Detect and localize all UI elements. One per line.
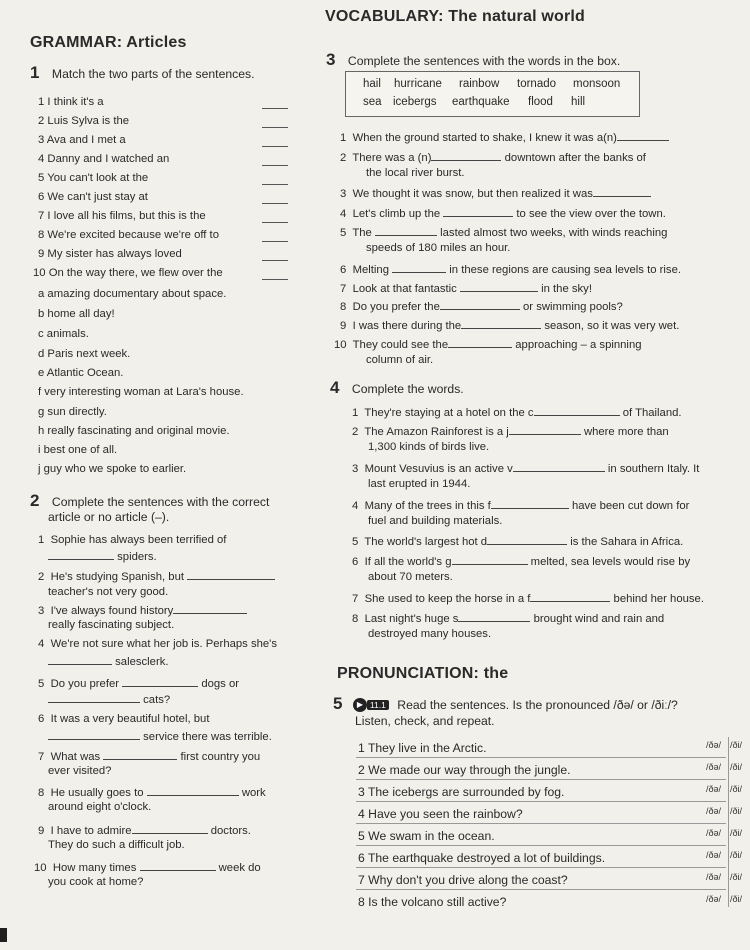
ex2-item-4-cont: salesclerk. [48, 654, 169, 669]
ex2-blank-10[interactable] [140, 860, 216, 871]
ex2-blank-9[interactable] [132, 823, 208, 834]
ex3-item-7: 7 Look at that fantastic in the sky! [340, 283, 592, 295]
ex2-instruction-line1: Complete the sentences with the correct [51, 495, 270, 509]
ex5-number: 5 [333, 694, 343, 713]
ex2-blank-1[interactable] [48, 549, 114, 560]
ex1-right-h: h really fascinating and original movie. [38, 425, 230, 437]
ex4-blank-6[interactable] [452, 554, 528, 565]
ex2-instruction-line2: article or no article (–). [48, 510, 170, 524]
ex2-item-7-cont: ever visited? [48, 765, 112, 777]
ex1-left-5: 5 You can't look at the [38, 172, 149, 184]
ex4-blank-7[interactable] [530, 591, 610, 602]
ex1-right-c: c animals. [38, 328, 89, 340]
ex2-item-8: 8 He usually goes to work [38, 787, 266, 799]
ex5-row-line-6 [356, 867, 726, 868]
ex5-instruction-line1: Read the sentences. Is the pronounced /ðə/ or /ðiː/? [397, 698, 678, 712]
ex3-item-4: 4 Let's climb up the to see the view over the town. [340, 208, 666, 220]
ex3-blank-4[interactable] [443, 206, 513, 217]
ex4-item-8-cont: destroyed many houses. [368, 628, 492, 640]
ex2-item-8-cont: around eight o'clock. [48, 801, 152, 813]
ex2-item-6: 6 It was a very beautiful hotel, but [38, 713, 210, 725]
ex1-left-2: 2 Luis Sylva is the [38, 115, 130, 127]
ex2-item-9: 9 I have to admire doctors. [38, 825, 251, 837]
word-earthquake: earthquake [452, 96, 510, 108]
word-flood: flood [528, 96, 553, 108]
opt-dhi-5[interactable]: /ði/ [730, 828, 743, 838]
ex4-blank-8[interactable] [458, 611, 530, 622]
ex3-item-3: 3 We thought it was snow, but then realized it was [340, 186, 651, 201]
ex2-number: 2 [30, 491, 40, 510]
ex5-instruction-line2: Listen, check, and repeat. [355, 714, 495, 728]
word-rainbow: rainbow [459, 78, 500, 90]
ex1-right-i: i best one of all. [38, 444, 118, 456]
ex1-answer-line-7[interactable] [262, 222, 288, 223]
ex5-instruction [333, 694, 678, 714]
opt-dhi-1[interactable]: /ði/ [730, 740, 743, 750]
ex1-answer-line-2[interactable] [262, 127, 288, 128]
ex2-blank-7[interactable] [103, 749, 177, 760]
ex1-left-7: 7 I love all his films, but this is the [38, 210, 206, 222]
ex4-instruction-text: Complete the words. [351, 382, 464, 396]
ex3-item-6: 6 Melting in these regions are causing sea levels to rise. [340, 264, 681, 276]
ex3-number: 3 [326, 50, 336, 69]
opt-dha-6[interactable]: /ðə/ [706, 850, 722, 860]
ex5-item-6: 6 The earthquake destroyed a lot of buildings. [358, 851, 606, 865]
ex3-blank-2[interactable] [431, 150, 501, 161]
ex3-item-10-cont: column of air. [366, 354, 434, 366]
word-hill: hill [571, 96, 586, 108]
ex2-item-2-cont: teacher's not very good. [48, 586, 169, 598]
ex1-right-j: j guy who we spoke to earlier. [38, 463, 187, 475]
ex1-left-3: 3 Ava and I met a [38, 134, 126, 146]
ex4-blank-1[interactable] [534, 405, 620, 416]
ex3-item-1: 1 When the ground started to shake, I knew it was a(n) [340, 130, 669, 145]
ex4-instruction [330, 378, 464, 398]
ex2-item-5: 5 Do you prefer dogs or [38, 678, 239, 690]
ex2-item-2: 2 He's studying Spanish, but [38, 569, 275, 584]
ex2-blank-6[interactable] [48, 729, 140, 740]
ex1-answer-line-5[interactable] [262, 184, 288, 185]
ex4-item-4: 4 Many of the trees in this f have been cut down for [352, 500, 690, 512]
ex1-answer-line-6[interactable] [262, 203, 288, 204]
ex1-instruction-text: Match the two parts of the sentences. [51, 67, 255, 81]
word-hurricane: hurricane [394, 78, 442, 90]
ex5-item-4: 4 Have you seen the rainbow? [358, 807, 523, 821]
ex3-blank-8[interactable] [440, 299, 520, 310]
word-monsoon: monsoon [573, 78, 621, 90]
ex2-blank-4[interactable] [48, 654, 112, 665]
ex1-answer-line-4[interactable] [262, 165, 288, 166]
ex3-blank-10[interactable] [448, 337, 512, 348]
ex1-right-g: g sun directly. [38, 406, 107, 418]
ex3-blank-6[interactable] [392, 262, 446, 273]
opt-dhi-6[interactable]: /ði/ [730, 850, 743, 860]
ex2-item-6-cont: service there was terrible. [48, 729, 272, 744]
ex1-answer-line-3[interactable] [262, 146, 288, 147]
opt-dha-8[interactable]: /ðə/ [706, 894, 722, 904]
ex1-answer-line-8[interactable] [262, 241, 288, 242]
ex1-right-d: d Paris next week. [38, 348, 131, 360]
ex4-item-6: 6 If all the world's g melted, sea levels would rise by [352, 556, 691, 568]
ex5-row-line-7 [356, 889, 726, 890]
ex2-item-1-cont: spiders. [48, 549, 157, 564]
ex3-blank-7[interactable] [460, 281, 538, 292]
ex2-blank-8[interactable] [147, 785, 239, 796]
ex2-instruction [30, 491, 269, 511]
ex5-item-1: 1 They live in the Arctic. [358, 741, 487, 755]
opt-dhi-3[interactable]: /ði/ [730, 784, 743, 794]
ex4-number: 4 [330, 378, 340, 397]
ex3-item-5: 5 The lasted almost two weeks, with winds reaching [340, 227, 668, 239]
ex2-item-7: 7 What was first country you [38, 751, 261, 763]
ex1-left-8: 8 We're excited because we're off to [38, 229, 219, 241]
ex4-item-7: 7 She used to keep the horse in a f behind her house. [352, 593, 704, 605]
ex1-answer-line-10[interactable] [262, 279, 288, 280]
ex2-item-4: 4 We're not sure what her job is. Perhaps she's [38, 638, 277, 650]
word-hail: hail [363, 78, 381, 90]
ex1-left-1: 1 I think it's a [38, 96, 104, 108]
opt-dha-3[interactable]: /ðə/ [706, 784, 722, 794]
ex5-row-line-3 [356, 801, 726, 802]
ex3-item-10: 10 They could see the approaching – a spinning [334, 339, 642, 351]
ex4-blank-4[interactable] [491, 498, 569, 509]
ex1-left-6: 6 We can't just stay at [38, 191, 148, 203]
ex5-row-line-1 [356, 757, 726, 758]
ex5-item-3: 3 The icebergs are surrounded by fog. [358, 785, 565, 799]
ex1-answer-line-9[interactable] [262, 260, 288, 261]
ex5-row-line-4 [356, 823, 726, 824]
ex5-row-line-5 [356, 845, 726, 846]
ex4-item-3: 3 Mount Vesuvius is an active v in southern Italy. It [352, 463, 700, 475]
opt-dhi-7[interactable]: /ði/ [730, 872, 743, 882]
ex1-left-9: 9 My sister has always loved [38, 248, 182, 260]
ex4-item-8: 8 Last night's huge s brought wind and rain and [352, 613, 665, 625]
ex5-item-7: 7 Why don't you drive along the coast? [358, 873, 568, 887]
ex3-item-9: 9 I was there during the season, so it was very wet. [340, 320, 680, 332]
ex5-row-line-2 [356, 779, 726, 780]
word-icebergs: icebergs [393, 96, 437, 108]
ex2-blank-2[interactable] [187, 569, 275, 580]
opt-dha-1[interactable]: /ðə/ [706, 740, 722, 750]
ex5-item-5: 5 We swam in the ocean. [358, 829, 495, 843]
ex2-item-10-cont: you cook at home? [48, 876, 144, 888]
ex3-item-5-cont: speeds of 180 miles an hour. [366, 242, 511, 254]
ex2-item-3: 3 I've always found history [38, 603, 247, 618]
vocabulary-header: VOCABULARY: The natural world [325, 8, 586, 25]
pronunciation-header: PRONUNCIATION: the [337, 665, 509, 682]
ex4-item-5: 5 The world's largest hot d is the Sahara in Africa. [352, 536, 684, 548]
ex1-left-4: 4 Danny and I watched an [38, 153, 170, 165]
ex1-instruction [30, 63, 254, 83]
ex2-item-9-cont: They do such a difficult job. [48, 839, 185, 851]
ex2-blank-3[interactable] [173, 603, 247, 614]
word-sea: sea [363, 96, 382, 108]
ex1-left-10: 10 On the way there, we flew over the [33, 267, 223, 279]
ex4-blank-3[interactable] [513, 461, 605, 472]
opt-dha-5[interactable]: /ðə/ [706, 828, 722, 838]
opt-dhi-2[interactable]: /ði/ [730, 762, 743, 772]
opt-dhi-4[interactable]: /ði/ [730, 806, 743, 816]
ex3-instruction-text: Complete the sentences with the words in the box. [347, 54, 621, 68]
grammar-header: GRAMMAR: Articles [30, 34, 187, 51]
page-edge-marker [0, 928, 7, 942]
ex3-item-2: 2 There was a (n) downtown after the banks of [340, 152, 646, 164]
ex5-option-divider [728, 737, 729, 907]
ex2-item-3-cont: really fascinating subject. [48, 619, 175, 631]
ex4-item-2: 2 The Amazon Rainforest is a j where more than [352, 426, 669, 438]
ex1-right-f: f very interesting woman at Lara's house. [38, 386, 244, 398]
ex4-item-3-cont: last erupted in 1944. [368, 478, 471, 490]
ex3-blank-9[interactable] [461, 318, 541, 329]
ex1-right-e: e Atlantic Ocean. [38, 367, 124, 379]
ex1-number: 1 [30, 63, 40, 82]
audio-play-icon[interactable]: ▶ [353, 698, 367, 712]
ex4-item-2-cont: 1,300 kinds of birds live. [368, 441, 490, 453]
opt-dha-2[interactable]: /ðə/ [706, 762, 722, 772]
ex2-item-5-cont: cats? [48, 692, 170, 707]
ex3-instruction [326, 50, 620, 70]
ex4-item-1: 1 They're staying at a hotel on the c of Thailand. [352, 407, 682, 419]
opt-dha-4[interactable]: /ðə/ [706, 806, 722, 816]
opt-dhi-8[interactable]: /ði/ [730, 894, 743, 904]
ex2-blank-5[interactable] [122, 676, 198, 687]
ex3-blank-3[interactable] [593, 186, 651, 197]
word-tornado: tornado [517, 78, 557, 90]
ex4-blank-5[interactable] [487, 534, 567, 545]
ex5-item-2: 2 We made our way through the jungle. [358, 763, 571, 777]
ex4-item-6-cont: about 70 meters. [368, 571, 453, 583]
opt-dha-7[interactable]: /ðə/ [706, 872, 722, 882]
ex2-item-10: 10 How many times week do [34, 862, 261, 874]
ex5-item-8: 8 Is the volcano still active? [358, 895, 507, 909]
ex3-blank-1[interactable] [617, 130, 669, 141]
ex3-blank-5[interactable] [375, 225, 437, 236]
ex1-answer-line-1[interactable] [262, 108, 288, 109]
ex3-item-2-cont: the local river burst. [366, 167, 465, 179]
ex1-right-b: b home all day! [38, 308, 115, 320]
ex2-blank-5b[interactable] [48, 692, 140, 703]
track-number: 11.1 [367, 700, 389, 710]
ex1-right-a: a amazing documentary about space. [38, 288, 227, 300]
ex2-item-1: 1 Sophie has always been terrified of [38, 534, 227, 546]
ex3-item-8: 8 Do you prefer the or swimming pools? [340, 301, 623, 313]
ex4-blank-2[interactable] [509, 424, 581, 435]
ex4-item-4-cont: fuel and building materials. [368, 515, 503, 527]
